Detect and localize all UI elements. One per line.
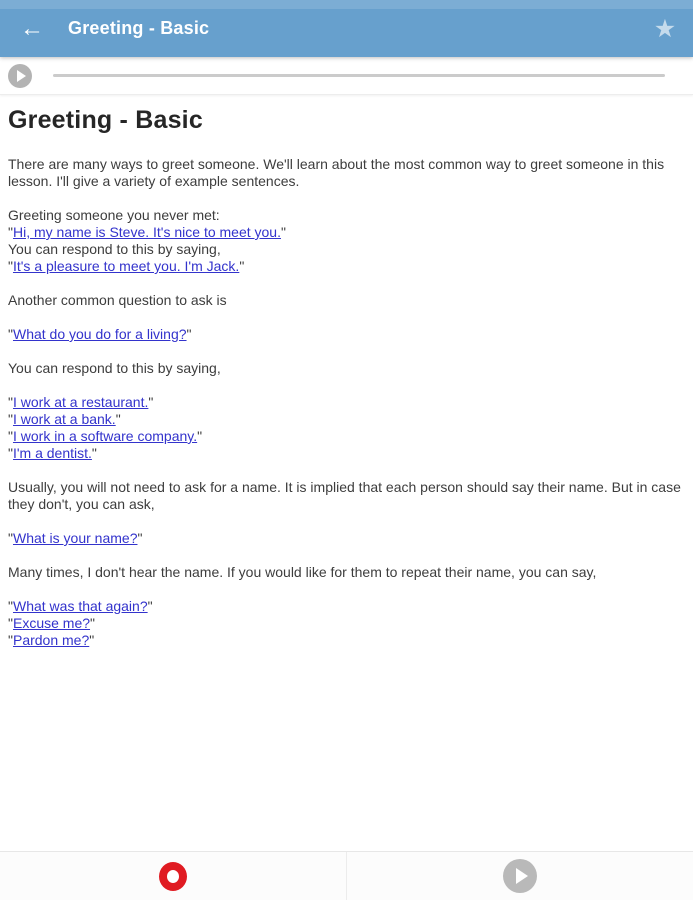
lesson-text: Greeting someone you never met: xyxy=(8,207,220,223)
paragraph: "I work at a restaurant." "I work at a bank." "I work in a software company." "I'm a dentist." xyxy=(8,394,203,461)
bottom-toolbar xyxy=(0,851,693,900)
play-icon xyxy=(503,859,537,893)
phrase-link[interactable]: I work at a restaurant. xyxy=(12,394,149,410)
favorite-button[interactable] xyxy=(641,5,689,53)
paragraph xyxy=(8,479,683,513)
lesson-text: You can respond to this by saying, xyxy=(8,360,221,376)
record-button[interactable] xyxy=(0,852,346,900)
lesson-text: You can respond to this by saying, xyxy=(8,241,221,257)
back-arrow-icon: ← xyxy=(20,14,44,42)
lesson-content xyxy=(0,96,693,851)
phrase-link[interactable]: Excuse me? xyxy=(12,615,91,631)
paragraph xyxy=(8,360,683,377)
paragraph: "What do you do for a living?" xyxy=(8,326,192,342)
phrase-link[interactable]: I work at a bank. xyxy=(12,411,116,427)
play-icon xyxy=(17,70,26,82)
play-triangle-icon xyxy=(516,868,528,884)
phrase-link[interactable]: What do you do for a living? xyxy=(12,326,187,342)
star-icon: ★ xyxy=(653,14,677,43)
phrase-link[interactable]: It's a pleasure to meet you. I'm Jack. xyxy=(12,258,240,274)
paragraph: Greeting someone you never met: "Hi, my name is Steve. It's nice to meet you." You can respond to this by saying, "It's a pleasure to meet you. I'm Jack." xyxy=(8,207,286,274)
app-bar-title: Greeting - Basic xyxy=(68,18,210,38)
phrase-link[interactable]: I work in a software company. xyxy=(12,428,198,444)
paragraph: "What is your name?" xyxy=(8,530,143,546)
playback-button[interactable] xyxy=(347,852,693,900)
audio-progress-track[interactable] xyxy=(53,74,665,77)
status-bar-strip xyxy=(0,0,693,9)
paragraph: "What was that again?" "Excuse me?" "Pardon me?" xyxy=(8,598,153,648)
paragraph xyxy=(8,292,683,309)
audio-player-bar xyxy=(0,57,693,95)
lesson-audio-play-button[interactable] xyxy=(8,64,32,88)
lesson-text: Usually, you will not need to ask for a name. It is implied that each person should say their name. But in case they don't, you can ask, xyxy=(8,479,681,512)
phrase-link[interactable]: I'm a dentist. xyxy=(12,445,92,461)
paragraph xyxy=(8,156,683,190)
page-title: Greeting - Basic xyxy=(8,106,203,134)
lesson-text: Many times, I don't hear the name. If you would like for them to repeat their name, you can say, xyxy=(8,564,597,580)
lesson-text: Another common question to ask is xyxy=(8,292,227,308)
lesson-text: There are many ways to greet someone. We'll learn about the most common way to greet someone in this lesson. I'll give a variety of example sentences. xyxy=(8,156,665,189)
back-button[interactable] xyxy=(8,5,56,53)
phrase-link[interactable]: Hi, my name is Steve. It's nice to meet you. xyxy=(12,224,281,240)
phrase-link[interactable]: What was that again? xyxy=(12,598,148,614)
phrase-link[interactable]: What is your name? xyxy=(12,530,138,546)
phrase-link[interactable]: Pardon me? xyxy=(12,632,90,648)
record-icon xyxy=(159,862,187,891)
lesson-body xyxy=(8,156,683,649)
app-bar xyxy=(0,0,693,57)
paragraph xyxy=(8,564,683,581)
